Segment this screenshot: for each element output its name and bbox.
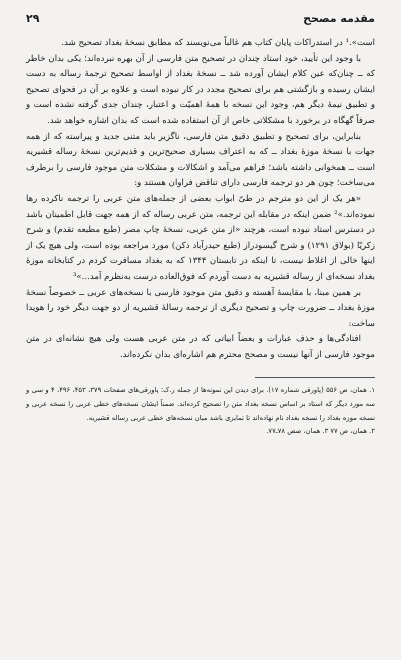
footnote-1: ۱. همان، ص ۵۵۶ (پاورقی شماره ۱۷). برای دیدن این نمونه‌ها از جمله ر.ک: پاورقی‌های صفحات ۳۷۹، ۴۵۳، ۴۹۶، ۴ و سی و سه مورد دیگر که استاد بر اساس نسخه بغداد متن را تصحیح کرده‌اند. ضمناً ایشان نسخه‌های خطی عربی را نسخه عربی و نسخه موزه بغداد را نسخه بغداد نام نهاده‌اند تا تمایزی باشد میان نسخه‌های خطی عربی رساله قشیریه. [26,386,375,422]
page-header [26,12,375,34]
footnotes [26,384,375,438]
page-number: ۲۹ [26,12,40,25]
quoted-paragraph: «هر یک از این دو مترجم در طیّ ابواب بعضی از جمله‌های متن عربی را ترجمه ناکرده رها نموده‌اند.»² ضمن اینکه در مقابله این ترجمه، متن عربی رساله که از همه جهت قابل اطمینان باشد در دسترس استاد نبوده است، هرچند «از متن عربی، نسخهٔ چاپ مصر (طبع مطبعه تقدم) و شرح زکریّا (بولاق ۱۲۹۱) و شرح گیسودراز (طبع حیدرآباد دکن) مورد مراجعه بوده است، ولی هیچ یک از اینها خالی از اغلاط نیست، تا اینکه در تابستان ۱۳۴۴ که به بغداد مسافرت کردم در کتابخانه موزهٔ بغداد نسخه‌ای از رساله قشیریه به دست آوردم که فوق‌العاده درست به‌نظرم آمد...»³ [26,193,375,282]
paragraph-2: با وجود این تأیید، خود استاد چندان در تصحیح متن فارسی از آن بهره نبرده‌اند؛ یکی بدان خاطر که ــ چنان‌که عین کلام ایشان آورده شد ــ نسخهٔ بغداد از اواسط تصحیح ترجمهٔ رساله به دست ایشان رسیده و بازگشتی هم برای تصحیح مجدد در کار نبوده است و علاوه بر آن در فحوای تصحیح و تطبیق نیمهٔ دیگر هم، وجود این نسخه با همهٔ اهمیّت و اعتبار، چندان جدی گرفته نشده است و صرفاً گهگاه در برخورد با مشکلاتی خاص از آن استفاده شده است که بدان اشاره خواهد شد. [26,53,375,126]
running-title: مقدمه مصحح [303,12,375,25]
paragraph-3: بنابراین، برای تصحیح و تطبیق دقیق متن فارسی، ناگزیر باید متنی جدید و پیراسته که از همه جهات با نسخهٔ موزهٔ بغداد ــ که به اعتراف بسیاری صحیح‌ترین و قدیم‌ترین نسخهٔ رساله قشیریه است ــ همخوانی داشته باشد؛ فراهم می‌آمد و اشکالات و مشکلات متن موجود فارسی را برطرف می‌ساخت؛ چون هر دو ترجمه فارسی دارای تناقض فراوان هستند و: [26,131,375,189]
footnote-2: ۲. همان، ص ۷۷ ۳. همان، صص ۷۸ـ۷۷. [266,427,375,436]
body-text [26,36,375,363]
paragraph-5: بر همین مبنا، با مقایسهٔ آهسته و دقیق متن موجود فارسی با نسخه‌های عربی ــ خصوصاً نسخهٔ موزهٔ بغداد ــ ضرورت چاپ و تصحیح دیگری از ترجمه رسالهٔ قشیریه از دو جهت دیگر خود را هویدا ساخت: [26,287,375,329]
paragraph-6: افتادگی‌ها و حذف عبارات و بعضاً ابیاتی که در متن عربی هست ولی هیچ نشانه‌ای در متن موجود فارسی از آنها نیست و مصحح محترم هم اشاره‌ای بدان نکرده‌اند. [26,334,375,360]
paragraph-1: است».¹ در استدراکات پایان کتاب هم غالباً می‌نویسند که مطابق نسخهٔ بغداد تصحیح شد. [61,38,375,48]
footnote-divider [255,377,375,378]
